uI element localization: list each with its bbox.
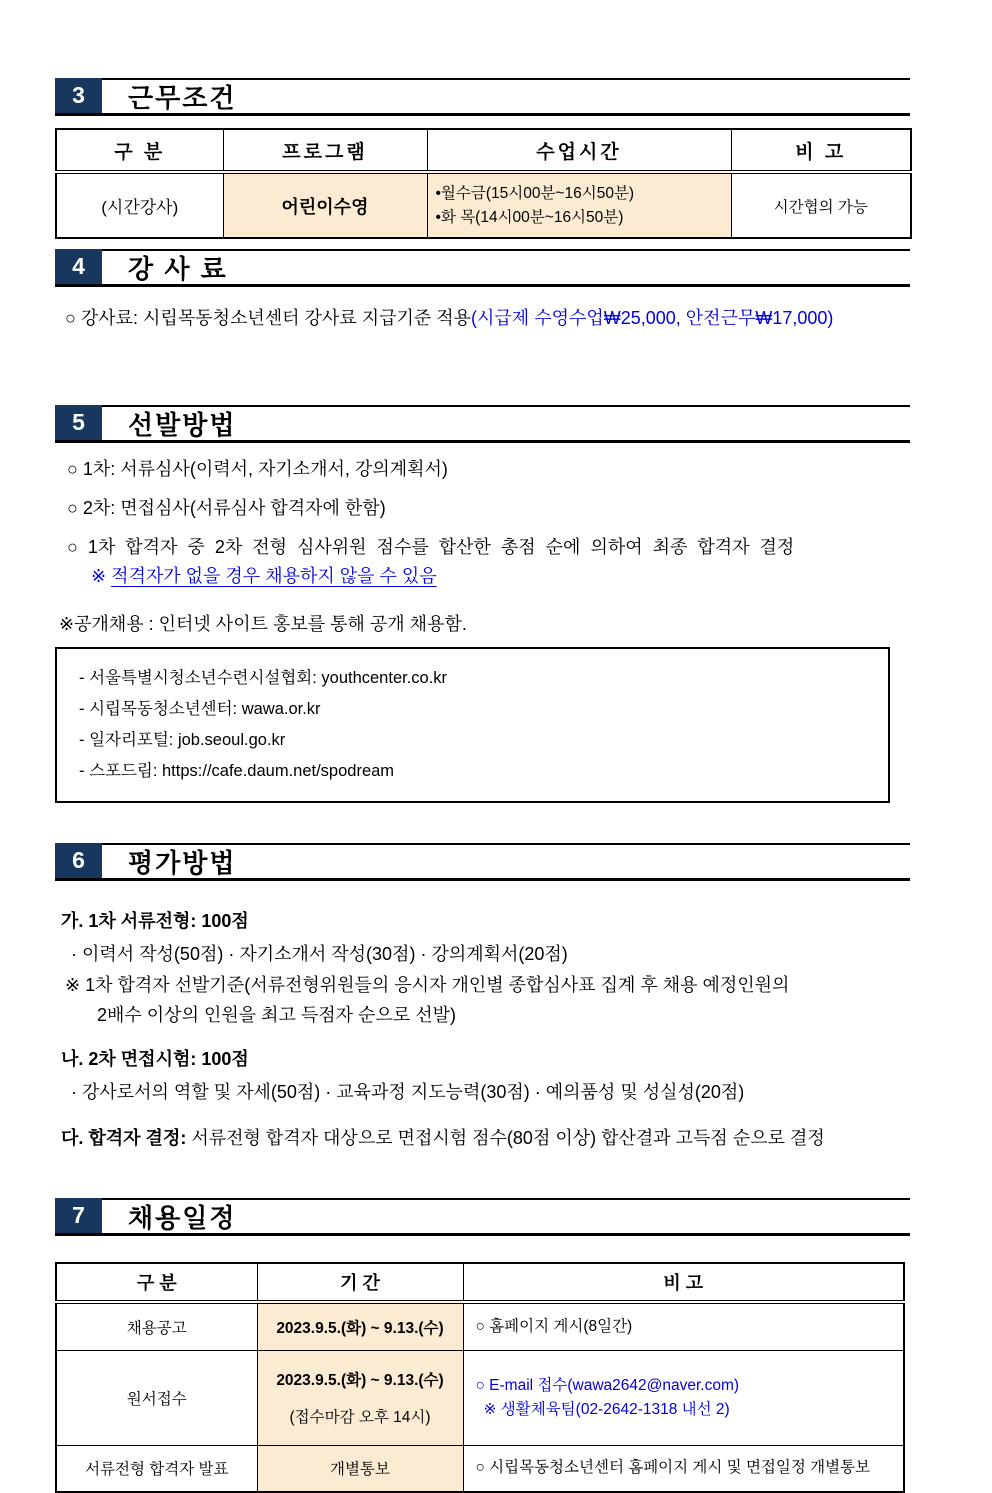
eval-stage2-title: 나. 2차 면접시험: 100점 xyxy=(61,1049,249,1069)
site-link-spodream: - 스포드림: https://cafe.daum.net/spodream xyxy=(79,762,395,780)
fee-text: ○ 강사료: 시립목동청소년센터 강사료 지급기준 적용 xyxy=(65,308,472,328)
caution-mark: ※ xyxy=(91,566,112,586)
section-4-title: 강 사 료 xyxy=(128,254,228,284)
application-email-note: ○ E-mail 접수(wawa2642@naver.com) xyxy=(475,1376,740,1394)
work-header-note: 비 고 xyxy=(731,129,911,172)
eval-stage1-note-line1: ※ 1차 합격자 선발기준(서류전형위원들의 응시자 개인별 종합심사표 집계 후 채용 예정인원의 xyxy=(65,975,790,995)
application-dates: 2023.9.5.(화) ~ 9.13.(수) xyxy=(276,1372,444,1389)
work-schedule-line-2: •화 목(14시00분~16시50분) xyxy=(435,208,624,226)
work-cell-program: 어린이수영 xyxy=(223,172,427,238)
selection-caution-note xyxy=(55,563,910,589)
announcement-period xyxy=(257,1302,463,1350)
schedule-header-period: 기 간 xyxy=(257,1263,463,1302)
result-category: 서류전형 합격자 발표 xyxy=(56,1445,257,1492)
eval-stage1-note-line2: 2배수 이상의 인원을 최고 득점자 순으로 선발) xyxy=(97,1005,456,1025)
section-5-number-badge: 5 xyxy=(55,405,102,440)
announcement-note: ○ 홈페이지 게시(8일간) xyxy=(463,1302,904,1350)
section-7-number-badge: 7 xyxy=(55,1198,102,1233)
evaluation-block xyxy=(55,907,910,1150)
eval-stage1-title: 가. 1차 서류전형: 100점 xyxy=(61,911,249,931)
result-note: ○ 시립목동청소년센터 홈페이지 게시 및 면접일정 개별통보 xyxy=(463,1445,904,1492)
site-link-jobseoul: - 일자리포털: job.seoul.go.kr xyxy=(79,731,286,749)
work-cell-schedule xyxy=(427,172,731,238)
application-period xyxy=(257,1350,463,1445)
eval-stage2-detail: · 강사로서의 역할 및 자세(50점) · 교육과정 지도능력(30점) · 예의품성 및 성실성(20점) xyxy=(71,1082,745,1102)
schedule-header-note: 비 고 xyxy=(463,1263,904,1302)
application-category: 원서접수 xyxy=(56,1350,257,1445)
work-cell-category: (시간강사) xyxy=(56,172,223,238)
work-table-header-row xyxy=(56,129,911,172)
eval-final-decision xyxy=(55,1124,910,1150)
section-7-header xyxy=(55,1198,910,1236)
schedule-header-row xyxy=(56,1263,904,1302)
eval-final-label: 다. 합격자 결정: xyxy=(61,1128,187,1148)
section-6-rule xyxy=(102,843,910,878)
selection-item-1: ○ 1차: 서류심사(이력서, 자기소개서, 강의계획서) xyxy=(67,459,448,479)
section-5-header xyxy=(55,405,910,443)
recruitment-sites-box xyxy=(55,647,890,803)
work-table-row xyxy=(56,172,911,238)
section-6-header xyxy=(55,843,910,881)
schedule-row-application xyxy=(56,1350,904,1445)
eval-final-text: 서류전형 합격자 대상으로 면접시험 점수(80점 이상) 합산결과 고득점 순으로 결정 xyxy=(186,1128,825,1148)
caution-text: 적격자가 없을 경우 채용하지 않을 수 있음 xyxy=(111,566,437,586)
work-header-category: 구 분 xyxy=(56,129,223,172)
selection-item-3: ○ 1차 합격자 중 2차 전형 심사위원 점수를 합산한 총점 순에 의하여 최종 합격자 결정 xyxy=(67,537,795,557)
section-5-rule xyxy=(102,405,910,440)
result-period: 개별통보 xyxy=(257,1445,463,1492)
section-4-number-badge: 4 xyxy=(55,249,102,284)
schedule-row-result xyxy=(56,1445,904,1492)
site-link-youthcenter: - 서울특별시청소년수련시설협회: youthcenter.co.kr xyxy=(79,669,448,687)
announcement-category: 채용공고 xyxy=(56,1302,257,1350)
section-6-number-badge: 6 xyxy=(55,843,102,878)
site-link-wawa: - 시립목동청소년센터: wawa.or.kr xyxy=(79,700,321,718)
work-header-time: 수업시간 xyxy=(427,129,731,172)
announcement-dates: 2023.9.5.(화) ~ 9.13.(수) xyxy=(276,1319,444,1337)
selection-item-2: ○ 2차: 면접심사(서류심사 합격자에 한함) xyxy=(67,498,386,518)
section-7-rule xyxy=(102,1198,910,1233)
work-schedule-line-1: •월수금(15시00분~16시50분) xyxy=(435,184,635,202)
work-conditions-table xyxy=(55,128,912,239)
work-header-program: 프로그램 xyxy=(223,129,427,172)
section-4-rule xyxy=(102,249,910,284)
application-phone-note: ※ 생활체육팀(02-2642-1318 내선 2) xyxy=(483,1400,730,1418)
section-3-title: 근무조건 xyxy=(128,83,237,113)
schedule-table xyxy=(55,1262,905,1493)
section-5-title: 선발방법 xyxy=(128,410,237,440)
section-3-header xyxy=(55,78,910,116)
section-3-rule xyxy=(102,78,910,113)
application-note xyxy=(463,1350,904,1445)
fee-statement xyxy=(55,305,910,331)
section-3-number-badge: 3 xyxy=(55,78,102,113)
schedule-row-announcement xyxy=(56,1302,904,1350)
work-cell-note: 시간협의 가능 xyxy=(731,172,911,238)
section-4-header xyxy=(55,249,910,287)
eval-stage1-detail: · 이력서 작성(50점) · 자기소개서 작성(30점) · 강의계획서(20점) xyxy=(71,944,568,964)
open-recruitment-note: ※공개채용 : 인터넷 사이트 홍보를 통해 공개 채용함. xyxy=(59,614,467,634)
section-7-title: 채용일정 xyxy=(128,1203,237,1233)
section-6-title: 평가방법 xyxy=(128,848,237,878)
application-deadline: (접수마감 오후 14시) xyxy=(289,1409,431,1426)
fee-amounts: (시급제 수영수업₩25,000, 안전근무₩17,000) xyxy=(471,308,834,328)
schedule-header-category: 구 분 xyxy=(56,1263,257,1302)
